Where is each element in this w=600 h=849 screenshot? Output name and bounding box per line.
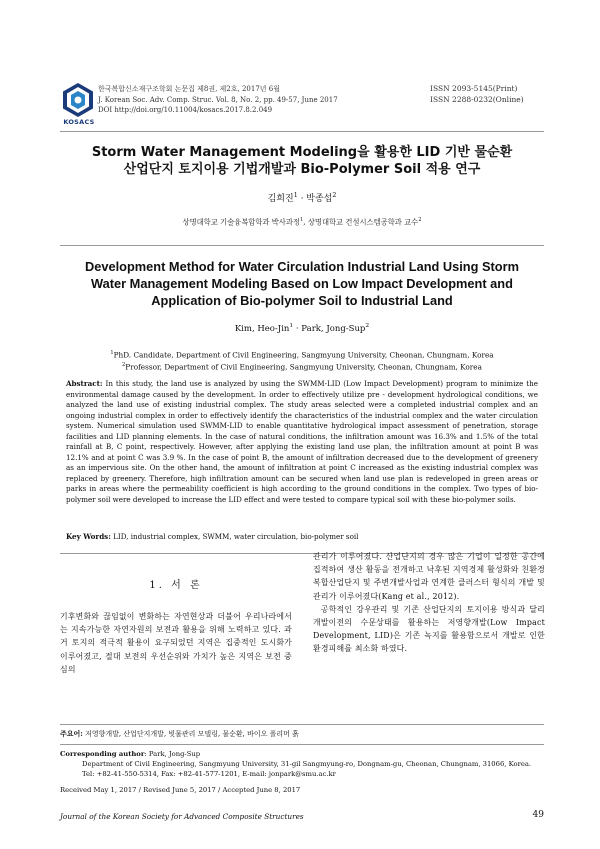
english-title-line: Application of Bio-polymer Soil to Industrial Land: [151, 293, 453, 308]
journal-header: [98, 84, 398, 116]
english-title-line: Development Method for Water Circulation Industrial Land Using Storm: [85, 259, 519, 274]
corr-label: Corresponding author: [60, 750, 145, 758]
korean-affiliations: [60, 217, 544, 227]
korean-title: [60, 144, 544, 178]
doi-link[interactable]: DOI http://doi.org/10.11004/kosacs.2017.8.2.049: [98, 106, 273, 114]
korean-title-line: 산업단지 토지이용 기법개발과 Bio-Polymer Soil 적용 연구: [123, 162, 481, 177]
affil-sup: 2: [122, 362, 126, 369]
keywords-text: LID, industrial complex, SWMM, water circulation, bio-polymer soil: [113, 532, 359, 541]
page-number: 49: [532, 810, 544, 820]
kosacs-logo-icon: [60, 82, 96, 118]
affiliation-2: [60, 360, 544, 372]
author-name: Kim, Heo-Jin: [234, 323, 290, 334]
korean-keywords: [60, 729, 544, 739]
corr-contact: Tel: +82-41-550-5314, Fax: +82-41-577-1201, E-mail: jonpark@smu.ac.kr: [82, 770, 336, 778]
corresponding-author: [60, 749, 544, 779]
affil-sup: 2: [418, 217, 422, 223]
affiliation: 상명대학교 건설시스템공학과 교수: [307, 217, 419, 227]
corr-name: : Park, Jong-Sup: [144, 750, 201, 758]
english-affiliations: [60, 348, 544, 373]
journal-name-korean: 한국복합신소재구조학회 논문집 제8권, 제2호, 2017년 6월: [98, 85, 280, 93]
issn-online: ISSN 2288-0232(Online): [430, 94, 524, 104]
korean-authors: [60, 191, 544, 204]
body-column-left: 기후변화와 끊임없이 변화하는 자연현상과 더불어 우리나라에서는 지속가능한 자연자원의 보전과 활용을 위해 노력하고 있다. 과거 토지의 적극적 활용이 요구되었던 지역은 집중적인 도시화가 이루어졌고, 절대 보전의 우선순위와 가치가 높은 지역은 보전 중심의: [60, 612, 292, 674]
abstract-label: Abstract:: [66, 379, 103, 388]
corr-address: Department of Civil Engineering, Sangmyung University, 31-gil Sangmyung-ro, Dongnam-gu, Cheonan, Chungnam, 31066, Korea.: [82, 760, 532, 768]
paragraph: 공학적인 강우관리 및 기존 산업단지의 토지이용 방식과 달리 개발이전의 수문상태를 활용하는 저영향개발(Low Impact Development, LID)은 기존 녹지를 활용함으로서 개발로 인한 환경피해를 최소화 하였다.: [313, 604, 545, 654]
paragraph: 관리가 이루어졌다. 산업단지의 경우 많은 기업이 일정한 공간에 집적하여 생산 활동을 전개하고 낙후된 지역경제 활성화와 친환경 복합산업단지 및 주변개발사업과 연계한 클러스터 형식의 개발 및 관리가 이루어졌다(Kang et al., 2012).: [313, 552, 545, 601]
affiliation: PhD. Candidate, Department of Civil Engineering, Sangmyung University, Cheonan, Chungnam, Korea: [113, 350, 494, 360]
journal-citation: J. Korean Soc. Adv. Comp. Struc. Vol. 8, No. 2, pp. 49-57, June 2017: [98, 95, 338, 104]
keywords-label: Key Words:: [66, 532, 111, 541]
affiliation: Professor, Department of Civil Engineering, Sangmyung University, Cheonan, Chungnam, Korea: [125, 362, 482, 372]
body-column-right: [313, 550, 545, 656]
korean-title-line: Storm Water Management Modeling을 활용한 LID 기반 물순환: [91, 145, 513, 160]
author-sup: 2: [332, 192, 337, 199]
author-sup: 2: [365, 322, 370, 329]
author-sup: 1: [293, 192, 298, 199]
footnote-divider: [60, 724, 544, 725]
issn-block: [430, 84, 560, 105]
author-name: 김희진: [267, 194, 294, 204]
header-divider: [60, 131, 544, 132]
journal-footer: Journal of the Korean Society for Advanced Composite Structures: [60, 812, 304, 821]
section-heading: 1. 서 론: [149, 580, 203, 591]
author-separator: ·: [293, 323, 302, 334]
affil-sup: 1: [299, 217, 304, 223]
abstract: [66, 379, 538, 505]
received-dates: Received May 1, 2017 / Revised June 5, 2017 / Accepted June 8, 2017: [60, 786, 301, 794]
abstract-text: In this study, the land use is analyzed by using the SWMM-LID (Low Impact Development) program to minimize the environmental damage caused by the development. In order to effectively utilize pre - development hydrological conditions, we analyzed the land use of existing industrial complex. The study areas selected were a completed industrial complex and an ongoing industrial complex in order to effectively identify the characteristics of the industrial complex and the water circulation system. Numerical simulation used SWMM-LID to enable quantitative hydrological impact assessment of penetration, storage facilities and LID planning elements. In the case of natural conditions, the infiltration amount was 16.3% and 1.5% of the total rainfall at B, C point, respectively. However, after applying the existing land use plan, the infiltration amount at point B was 12.1% and at point C was 3.9 %. In the case of point B, the amount of infiltration decreased due to the development of greenery as an impervious site. On the other hand, the amount of infiltration at point C increased as the existing industrial complex was replaced by greenery. Therefore, high infiltration amount can be secured when land use plan is redeveloped in green areas or parks in areas where the permeability coefficient is high according to the ground conditions in the complex. Two types of bio-polymer soil were developed to increase the LID effect and were tested to compare typical soil with these bio-polymer soils.: [66, 379, 538, 504]
author-name: 박종섭: [306, 194, 333, 204]
author-sup: 1: [289, 322, 294, 329]
korean-keywords-label: 주요어:: [60, 729, 83, 738]
affil-separator: ,: [303, 217, 308, 227]
english-title-line: Water Management Modeling Based on Low Impact Development and: [91, 276, 513, 291]
affil-sup: 1: [110, 350, 114, 356]
issn-print: ISSN 2093-5145(Print): [430, 84, 518, 93]
author-name: Park, Jong-Sup: [301, 323, 366, 334]
author-separator: ·: [297, 194, 307, 204]
keywords: [66, 532, 538, 541]
english-authors: [60, 322, 544, 334]
korean-keywords-text: 저영향개발, 산업단지개발, 빗물관리 모델링, 물순환, 바이오 폴리머 흙: [85, 730, 299, 738]
title-divider: [60, 245, 544, 246]
logo-text: KOSACS: [63, 118, 95, 126]
affiliation: 상명대학교 기술융복합학과 박사과정: [182, 217, 300, 227]
footnote-divider: [60, 744, 544, 745]
english-title: [60, 258, 544, 309]
affiliation-1: [60, 348, 544, 360]
